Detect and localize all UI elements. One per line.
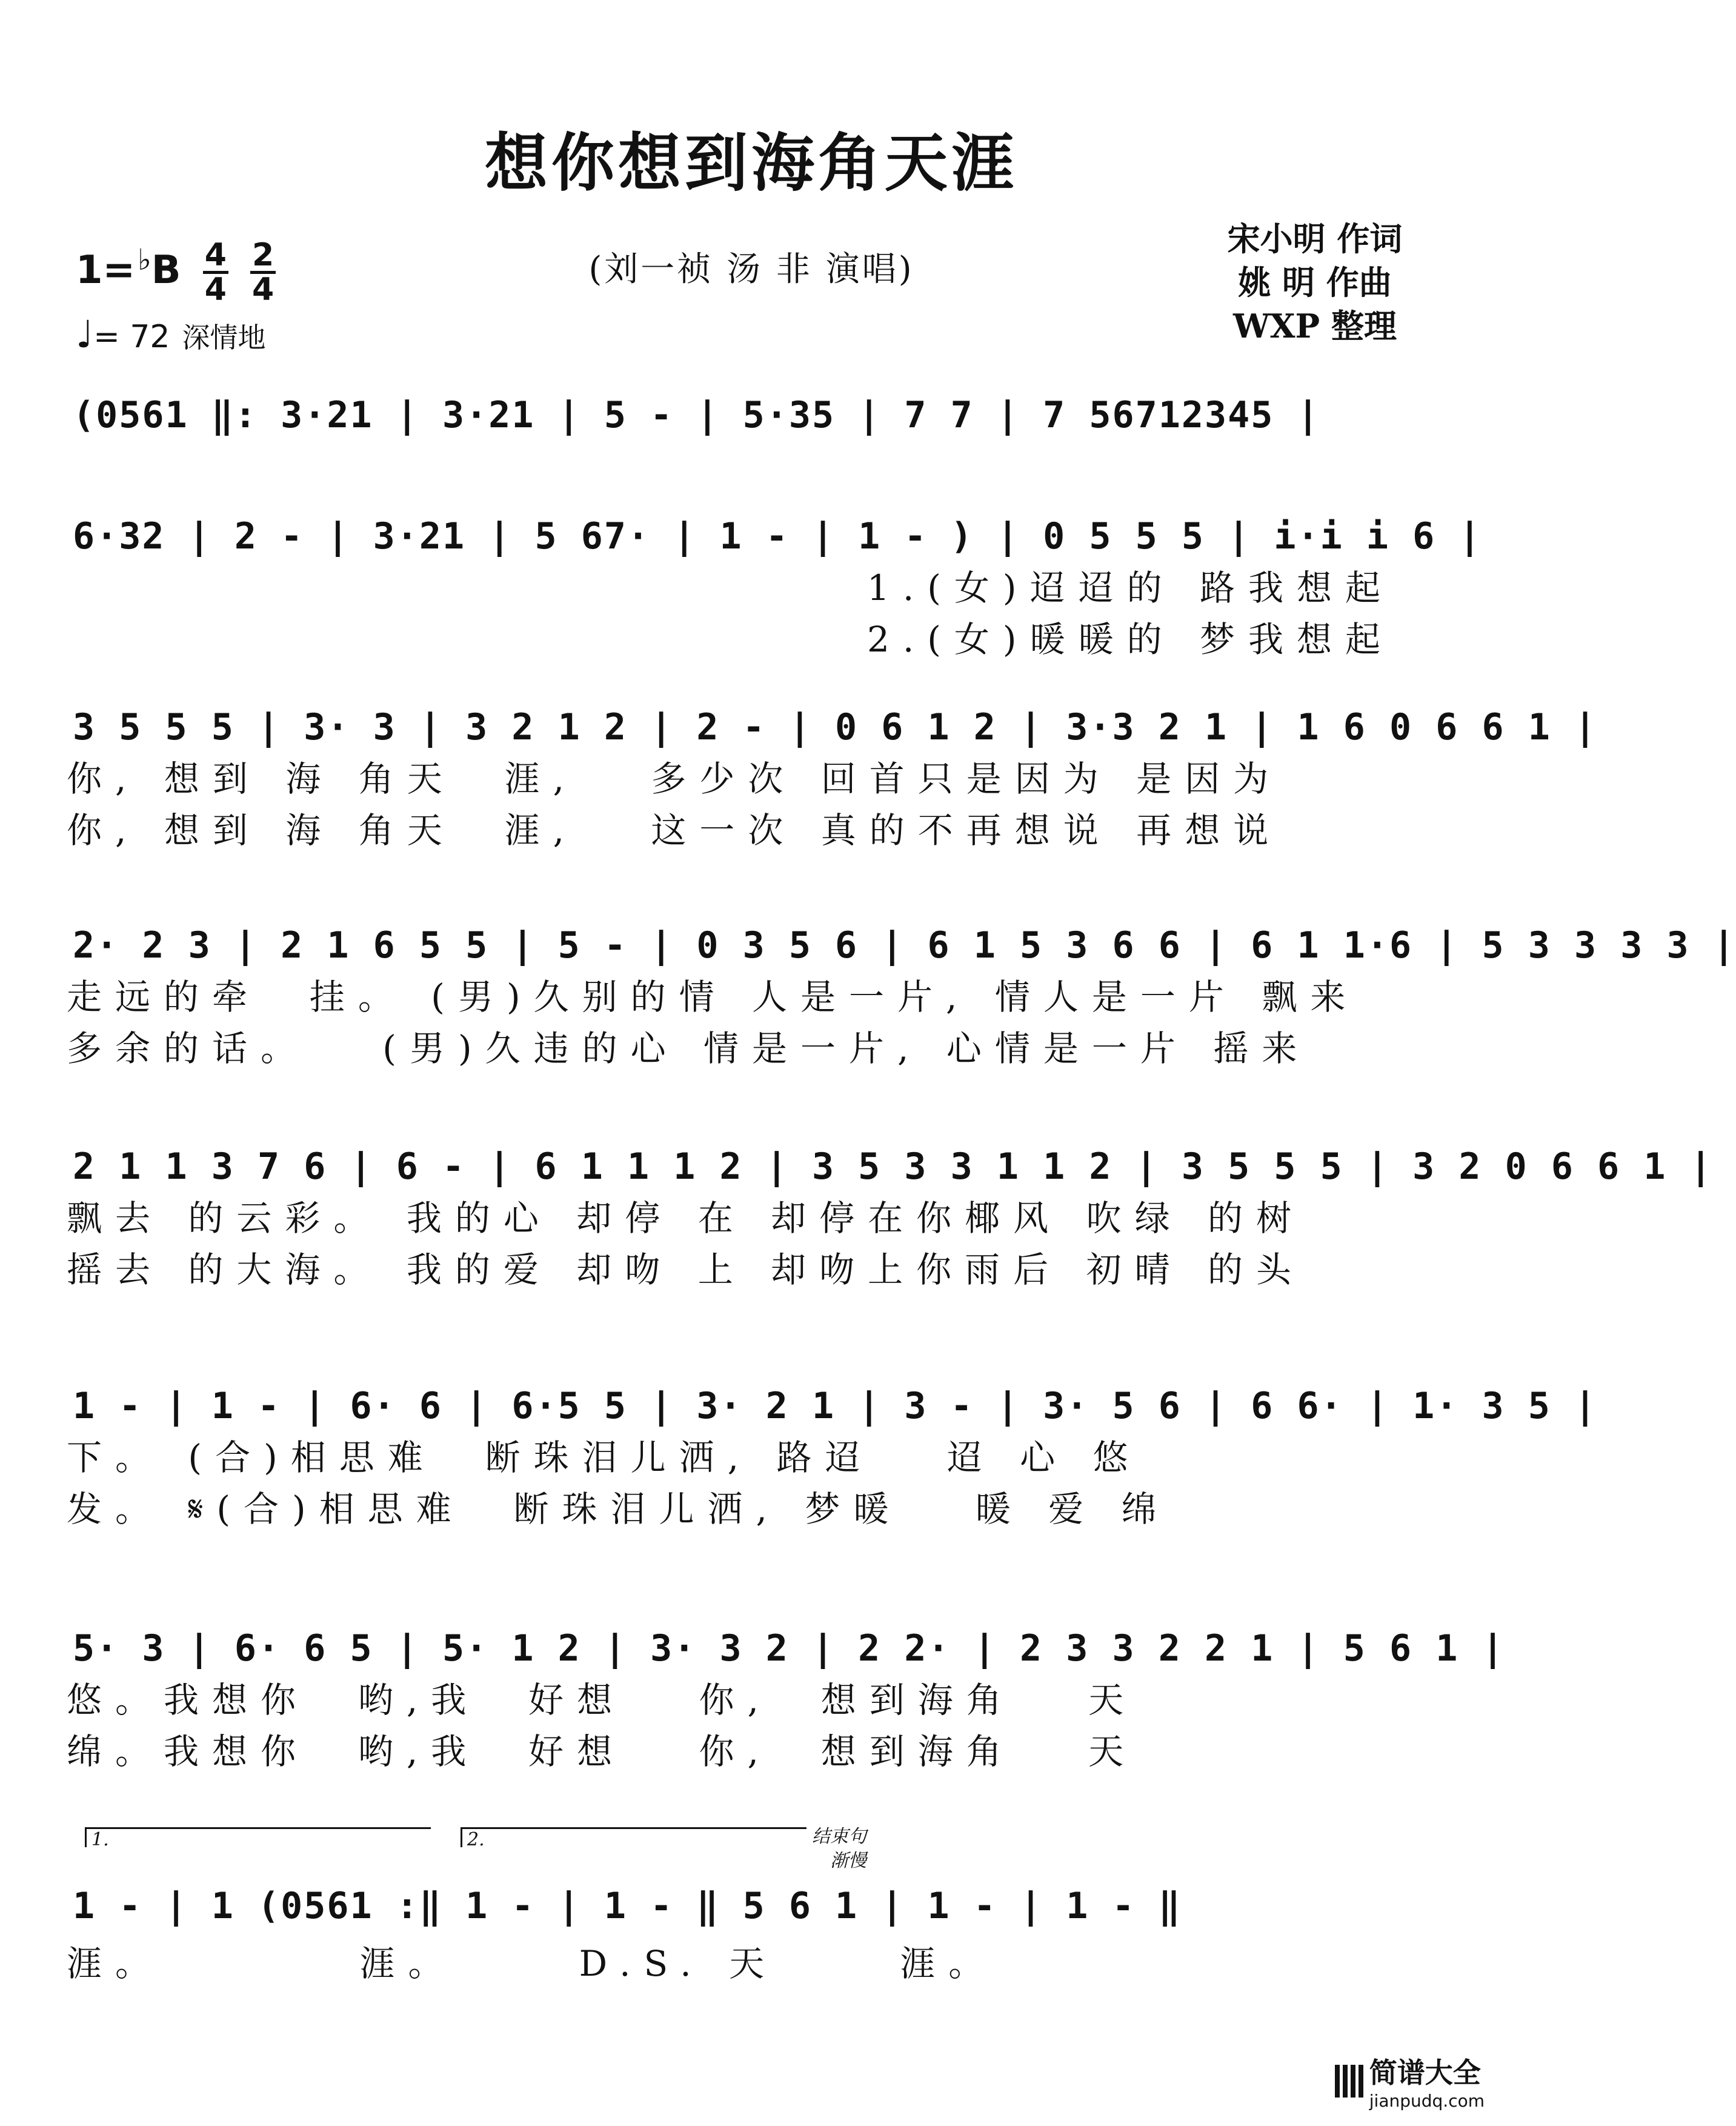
lyric-verse-2: 发。 𝄋(合)相思难 断珠泪儿洒, 梦暖 暖 爱 绵 [67,1488,1170,1530]
lyricist: 宋小明 作词 [1227,219,1403,258]
notation-line: 5· 3 | 6· 6 5 | 5· 1 2 | 3· 3 2 | 2 2· | 2 3 3 2 2 1 | 5 6 1 | [73,1627,1505,1670]
score-row-7 [0,1621,1503,1827]
lyric-verse-2: 你, 想到 海 角天 涯, 这一次 真的不再想说 再想说 [67,810,1282,851]
coda-note: 结束句 [812,1826,866,1847]
notation-line: 1 - | 1 (0561 :‖ 1 - | 1 - ‖ 5 6 1 | 1 - | 1 - ‖ [73,1885,1182,1927]
score-row-8 [0,1826,1503,2061]
tempo-mood: 深情地 [182,321,266,354]
score-row-6 [0,1379,1598,1585]
notation-line: 6·32 | 2 - | 3·21 | 5 67· | 1 - | 1 - ) | 0 5 5 5 | i·i i 6 | [73,515,1482,558]
notation-line: 2· 2 3 | 2 1 6 5 5 | 5 - | 0 3 5 6 | 6 1 5 3 6 6 | 6 1 1·6 | 5 3 3 3 3 | [73,924,1736,967]
time-signature-2: 2 4 [250,239,276,305]
lyric-verse-1: 飘去 的云彩。 我的心 却停 在 却停在你椰风 吹绿 的树 [67,1198,1305,1239]
tempo-marking [76,312,266,356]
credits [1188,217,1442,348]
key-prefix: 1= [76,248,136,293]
lyric-verse-2: 摇去 的大海。 我的爱 却吻 上 却吻上你雨后 初晴 的头 [67,1249,1305,1290]
logo-bars-icon [1335,2065,1363,2098]
site-name: 简谱大全 [1369,2056,1481,2089]
composer: 姚 明 作曲 [1238,263,1392,302]
lyric-verse-2: 绵。我想你 哟,我 好想 你, 想到海角 天 [67,1731,1137,1772]
score-row-3 [0,700,1598,906]
volta-2: 2. [461,1827,806,1847]
key-signature [76,237,276,308]
notation-line: 3 5 5 5 | 3· 3 | 3 2 1 2 | 2 - | 0 6 1 2 | 3·3 2 1 | 1 6 0 6 6 1 | [73,706,1598,748]
key-note: B [151,248,181,293]
lyric-verse-1: 悠。我想你 哟,我 好想 你, 想到海角 天 [67,1679,1137,1721]
lyric-verse-1: 下。 (合)相思难 断珠泪儿洒, 路迢 迢 心 悠 [67,1437,1142,1478]
site-url: jianpudq.com [1369,2091,1485,2111]
flat-symbol: ♭ [138,243,151,278]
notation-line: 1 - | 1 - | 6· 6 | 6·5 5 | 3· 2 1 | 3 - | 3· 5 6 | 6 6· | 1· 3 5 | [73,1385,1598,1427]
volta-1: 1. [85,1827,431,1847]
quarter-note-icon: ♩ [76,312,94,356]
song-title: 想你想到海角天涯 [484,125,1018,200]
rit-note: 渐慢 [830,1850,866,1871]
lyric-verse-1: 1.(女)迢迢的 路我想起 [866,567,1394,608]
lyric-verse-1: 走远的牵 挂。 (男)久别的情 人是一片, 情人是一片 飘来 [67,976,1359,1018]
score-row-5 [0,1139,1713,1345]
lyric-verse-2: 2.(女)暖暖的 梦我想起 [866,619,1394,660]
lyric-ending: 涯。 涯。 D.S. 天 涯。 [67,1943,997,1984]
time-signature-1: 4 4 [203,239,228,305]
singers-line: (刘一祯 汤 非 演唱) [588,250,914,289]
lyric-verse-1: 你, 想到 海 角天 涯, 多少次 回首只是因为 是因为 [67,758,1282,799]
score-row-2 [0,509,1503,715]
site-logo [1335,2051,1485,2111]
notation-line: (0561 ‖: 3·21 | 3·21 | 5 - | 5·35 | 7 7 | 7 56712345 | [73,394,1320,436]
arranger: WXP 整理 [1233,307,1397,345]
lyric-verse-2: 多余的话。 (男)久违的心 情是一片, 心情是一片 摇来 [67,1028,1311,1069]
notation-line: 2 1 1 3 7 6 | 6 - | 6 1 1 1 2 | 3 5 3 3 1 1 2 | 3 5 5 5 | 3 2 0 6 6 1 | [73,1145,1713,1188]
score-row-4 [0,918,1736,1124]
tempo-value: = 72 [93,319,170,355]
